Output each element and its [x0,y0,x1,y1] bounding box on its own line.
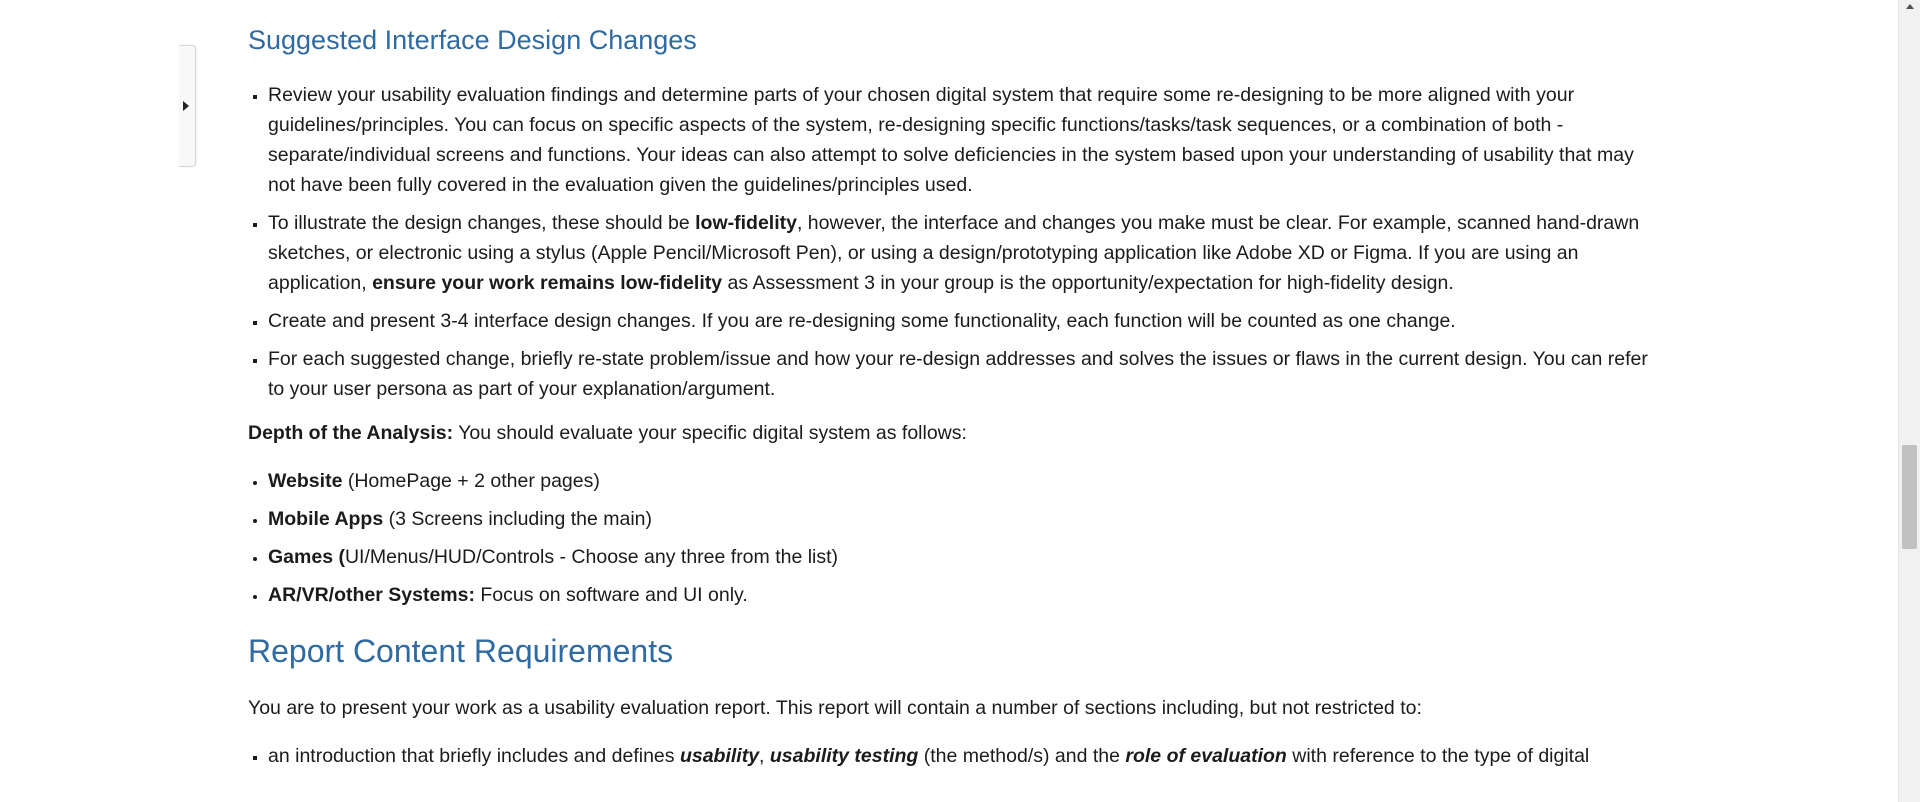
list-item [268,306,1648,336]
depth-of-analysis-paragraph [248,418,1648,448]
list-item-text: , [759,744,770,767]
list-item [268,208,1648,298]
caret-right-icon [183,101,189,111]
bold-phrase: ensure your work remains low-fidelity [372,272,723,295]
depth-list [248,466,1648,610]
list-item [268,741,1648,771]
section-heading-suggested-changes: Suggested Interface Design Changes [248,25,697,55]
list-item [268,466,1648,496]
list-item-bold: AR/VR/other Systems: [268,584,475,607]
bold-italic-term: role of evaluation [1125,744,1287,767]
list-item-text: Create and present 3-4 interface design changes. If you are re-designing some functionality, each function will be counted as one change. [268,310,1456,333]
list-item-text: (the method/s) and the [918,744,1126,767]
section-heading-report-content: Report Content Requirements [248,633,674,670]
bold-italic-term: usability testing [769,744,919,767]
report-intro-paragraph: You are to present your work as a usability evaluation report. This report will contain a number of sections including, but not restricted to: [248,696,1422,719]
vertical-scrollbar[interactable] [1898,0,1920,802]
list-item-text: (HomePage + 2 other pages) [342,470,600,493]
list-item-text: Review your usability evaluation findings and determine parts of your chosen digital system that require some re-designing to be more aligned with your guidelines/principles. You can focus on specific aspects of the system, re-designing specific functions/tasks/task sequences, or a combination of both - separate/individual screens and functions. Your ideas can also attempt to solve deficiencies in the system based upon your understanding of usability that may not have been fully covered in the evaluation given the guidelines/principles used. [268,84,1634,197]
bold-phrase: low-fidelity [695,212,797,235]
list-item-bold: Mobile Apps [268,508,384,531]
report-requirements-list [248,741,1648,771]
bold-italic-term: usability [679,744,760,767]
list-item-text: (3 Screens including the main) [383,508,653,531]
suggested-changes-list [248,80,1648,404]
depth-label: Depth of the Analysis: [248,422,454,445]
list-item-text: , however, the interface and changes you make must be clear. For example, scanned hand-drawn sketches, or electronic using a stylus (Apple Pencil/Microsoft Pen), or using a design/prototyping application like Adobe XD or Figma. If you are using an application, [268,212,1640,295]
sidebar-toggle-button[interactable] [179,45,196,167]
list-item-text: For each suggested change, briefly re-state problem/issue and how your re-design addresses and solves the issues or flaws in the current design. You can refer to your user persona as part of your explanation/argument. [268,348,1648,401]
list-item-bold: Website [268,470,343,493]
scroll-up-arrow-icon[interactable] [1906,4,1914,9]
list-item [268,344,1648,404]
list-item [268,580,1648,610]
list-item [268,542,1648,572]
list-item-text: Focus on software and UI only. [474,584,748,607]
list-item [268,504,1648,534]
list-item-text: with reference to the type of digital [1286,744,1590,767]
list-item [268,80,1648,200]
list-item-text: UI/Menus/HUD/Controls - Choose any three from the list) [344,546,839,569]
list-item-bold: Games ( [268,546,345,569]
main-content [248,0,1648,779]
list-item-text: as Assessment 3 in your group is the opportunity/expectation for high-fidelity design. [722,272,1454,295]
list-item-text: an introduction that briefly includes and defines [268,744,680,767]
scrollbar-thumb[interactable] [1902,445,1917,549]
depth-text: You should evaluate your specific digital system as follows: [453,422,967,445]
list-item-text: To illustrate the design changes, these should be [268,212,696,235]
